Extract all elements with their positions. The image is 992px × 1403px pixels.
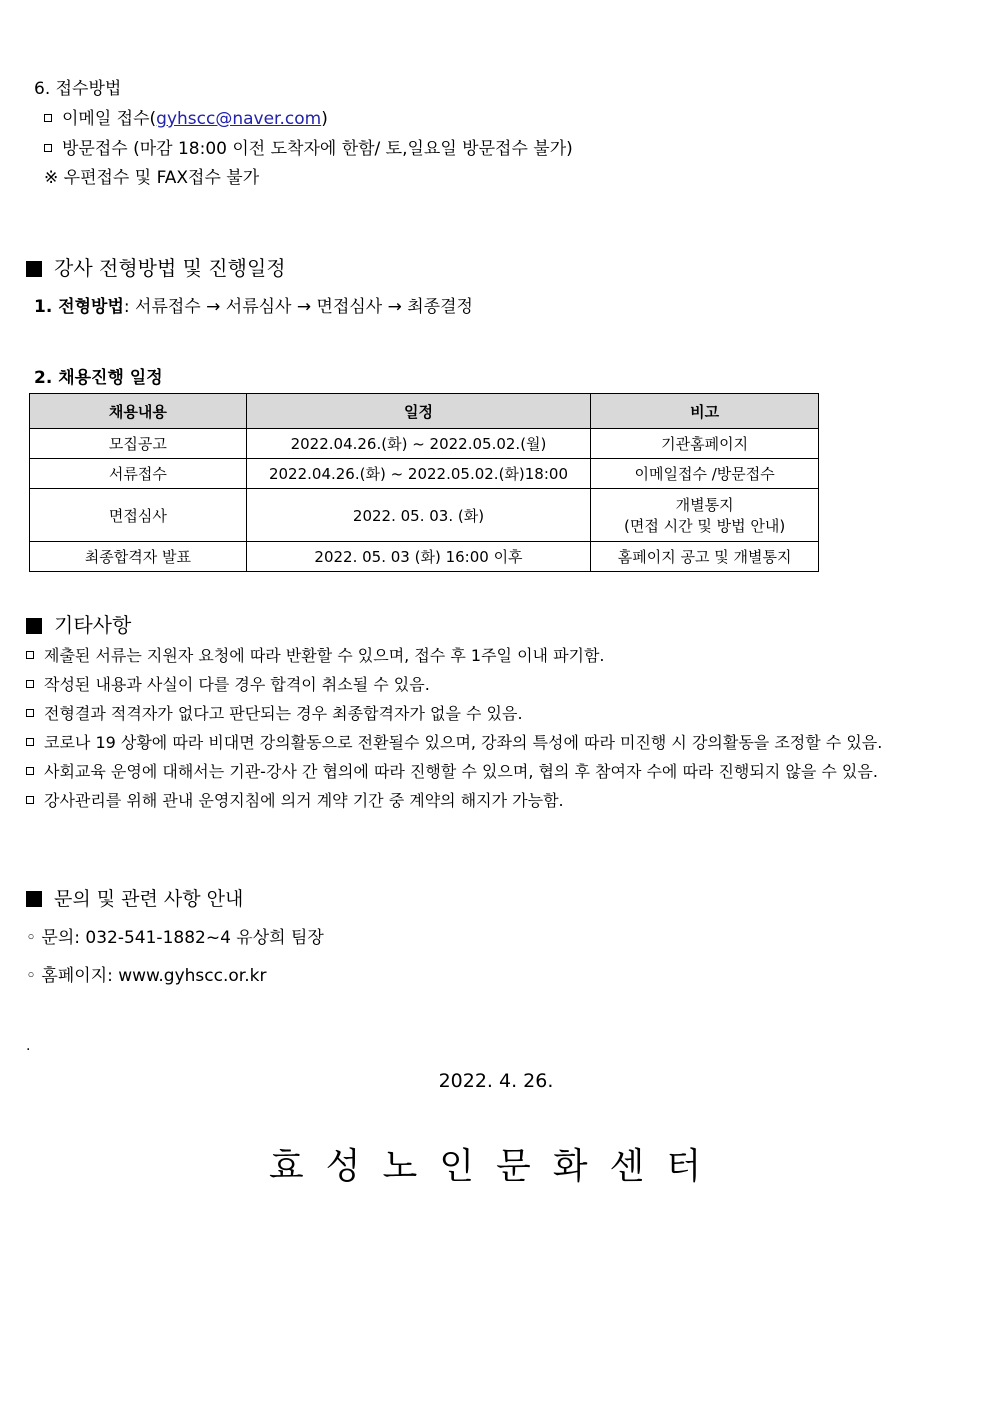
schedule-table bbox=[29, 393, 819, 572]
selection-heading-text: 강사 전형방법 및 진행일정 bbox=[54, 256, 286, 280]
table-cell: 서류접수 bbox=[30, 459, 247, 489]
table-header-cell: 비고 bbox=[591, 394, 819, 429]
table-row bbox=[30, 489, 819, 542]
table-cell: 2022.04.26.(화) ~ 2022.05.02.(월) bbox=[246, 429, 591, 459]
list-item bbox=[26, 786, 970, 815]
table-cell: 2022. 05. 03 (화) 16:00 이후 bbox=[246, 542, 591, 572]
table-header-row bbox=[30, 394, 819, 429]
square-bullet-icon bbox=[26, 651, 34, 659]
table-cell bbox=[591, 489, 819, 542]
list-item-text: 코로나 19 상황에 따라 비대면 강의활동으로 전환될수 있으며, 강좌의 특성에 따라 미진행 시 강의활동을 조정할 수 있음. bbox=[44, 733, 883, 752]
table-cell: 모집공고 bbox=[30, 429, 247, 459]
email-suffix: ) bbox=[321, 109, 328, 129]
table-cell: 2022. 05. 03. (화) bbox=[246, 489, 591, 542]
contact-heading bbox=[26, 884, 243, 911]
table-row bbox=[30, 459, 819, 489]
etc-list bbox=[26, 641, 970, 815]
table-row bbox=[30, 542, 819, 572]
square-bullet-icon bbox=[44, 144, 52, 152]
square-bullet-icon bbox=[26, 767, 34, 775]
email-link[interactable]: gyhscc@naver.com bbox=[156, 109, 322, 129]
inquiry-line: ◦ 문의: 032-541-1882~4 유상희 팀장 bbox=[26, 928, 324, 948]
list-item-text: 강사관리를 위해 관내 운영지침에 의거 계약 기간 중 계약의 해지가 가능함. bbox=[44, 791, 564, 810]
visit-line bbox=[44, 134, 573, 159]
table-cell: 2022.04.26.(화) ~ 2022.05.02.(화)18:00 bbox=[246, 459, 591, 489]
table-cell: 면접심사 bbox=[30, 489, 247, 542]
square-bullet-icon bbox=[26, 796, 34, 804]
email-line bbox=[44, 104, 328, 129]
list-item-text: 제출된 서류는 지원자 요청에 따라 반환할 수 있으며, 접수 후 1주일 이내 파기함. bbox=[44, 646, 605, 665]
section6-heading: 6. 접수방법 bbox=[34, 79, 122, 99]
table-cell: 이메일접수 /방문접수 bbox=[591, 459, 819, 489]
homepage-line: ◦ 홈페이지: www.gyhscc.or.kr bbox=[26, 966, 267, 986]
table-header-cell: 채용내용 bbox=[30, 394, 247, 429]
selection-heading bbox=[26, 252, 286, 281]
method-line bbox=[34, 292, 473, 317]
visit-text: 방문접수 (마감 18:00 이전 도착자에 한함/ 토,일요일 방문접수 불가) bbox=[62, 139, 573, 159]
table-cell: 홈페이지 공고 및 개별통지 bbox=[591, 542, 819, 572]
list-item bbox=[26, 641, 970, 670]
black-square-icon bbox=[26, 891, 42, 907]
square-bullet-icon bbox=[26, 680, 34, 688]
table-header-cell: 일정 bbox=[246, 394, 591, 429]
table-cell: 기관홈페이지 bbox=[591, 429, 819, 459]
organization-signature: 효성노인문화센터 bbox=[268, 1146, 724, 1187]
list-item-text: 전형결과 적격자가 없다고 판단되는 경우 최종합격자가 없을 수 있음. bbox=[44, 704, 523, 723]
stray-dot: . bbox=[26, 1038, 31, 1054]
list-item bbox=[26, 728, 970, 757]
list-item-text: 사회교육 운영에 대해서는 기관-강사 간 협의에 따라 진행할 수 있으며, 협의 후 참여자 수에 따라 진행되지 않을 수 있음. bbox=[44, 762, 878, 781]
table-cell: 최종합격자 발표 bbox=[30, 542, 247, 572]
table-cell-line: (면접 시간 및 방법 안내) bbox=[624, 517, 786, 535]
method-label: 1. 전형방법 bbox=[34, 297, 124, 317]
list-item bbox=[26, 757, 970, 786]
note-line: ※ 우편접수 및 FAX접수 불가 bbox=[44, 168, 260, 188]
square-bullet-icon bbox=[26, 709, 34, 717]
table-row bbox=[30, 429, 819, 459]
email-prefix: 이메일 접수( bbox=[62, 109, 157, 129]
list-item bbox=[26, 670, 970, 699]
list-item bbox=[26, 699, 970, 728]
schedule-label: 2. 채용진행 일정 bbox=[34, 368, 163, 388]
square-bullet-icon bbox=[26, 738, 34, 746]
black-square-icon bbox=[26, 261, 42, 277]
contact-heading-text: 문의 및 관련 사항 안내 bbox=[54, 888, 244, 910]
method-text: : 서류접수 → 서류심사 → 면접심사 → 최종결정 bbox=[123, 297, 473, 317]
black-square-icon bbox=[26, 618, 42, 634]
etc-heading-text: 기타사항 bbox=[54, 613, 132, 637]
list-item-text: 작성된 내용과 사실이 다를 경우 합격이 취소될 수 있음. bbox=[44, 675, 430, 694]
square-bullet-icon bbox=[44, 114, 52, 122]
table-cell-line: 개별통지 bbox=[675, 496, 734, 514]
document-date: 2022. 4. 26. bbox=[438, 1070, 554, 1092]
etc-heading bbox=[26, 609, 131, 638]
